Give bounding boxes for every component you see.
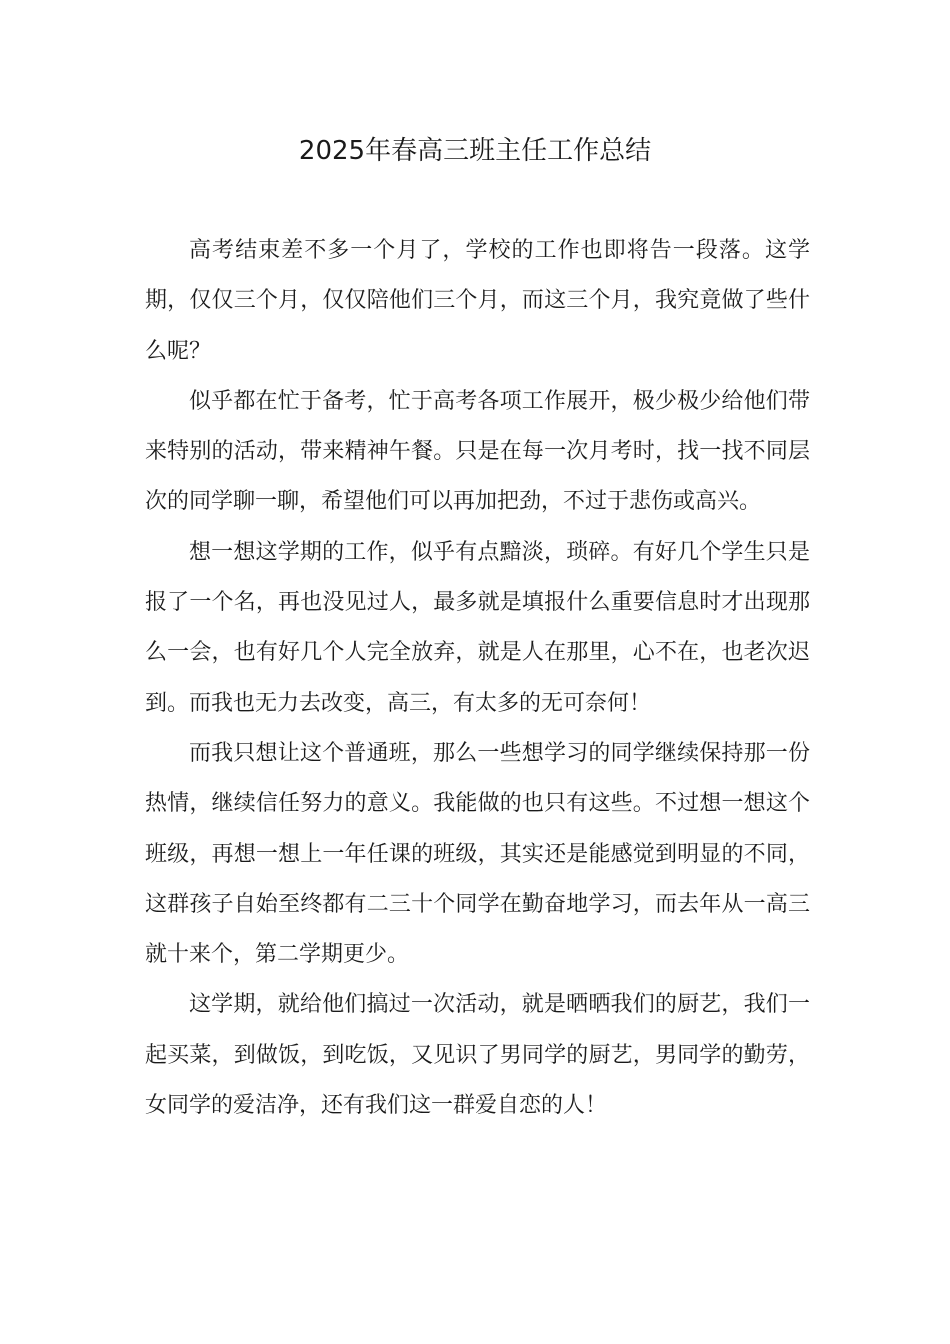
paragraph-3: 想一想这学期的工作，似乎有点黯淡，琐碎。有好几个学生只是报了一个名，再也没见过人，最多就是填报什么重要信息时才出现那么一会，也有好几个人完全放弃，就是人在那里，心不在，也老次迟到。而我也无力去改变，高三，有太多的无可奈何！ (145, 539, 810, 716)
paragraph-2: 似乎都在忙于备考，忙于高考各项工作展开，极少极少给他们带来特别的活动，带来精神午餐。只是在每一次月考时，找一找不同层次的同学聊一聊，希望他们可以再加把劲，不过于悲伤或高兴。 (145, 388, 810, 515)
page-title: 2025年春高三班主任工作总结 (298, 136, 652, 166)
paragraph-4: 而我只想让这个普通班，那么一些想学习的同学继续保持那一份热情，继续信任努力的意义。我能做的也只有这些。不过想一想这个班级，再想一想上一年任课的班级，其实还是能感觉到明显的不同，这群孩子自始至终都有二三十个同学在勤奋地学习，而去年从一高三就十来个，第二学期更少。 (145, 740, 810, 968)
paragraph-1: 高考结束差不多一个月了，学校的工作也即将告一段落。这学期，仅仅三个月，仅仅陪他们三个月，而这三个月，我究竟做了些什么呢？ (145, 238, 810, 364)
paragraph-5: 这学期，就给他们搞过一次活动，就是晒晒我们的厨艺，我们一起买菜，到做饭，到吃饭，又见识了男同学的厨艺，男同学的勤劳，女同学的爱洁净，还有我们这一群爱自恋的人！ (145, 992, 810, 1119)
document-body (145, 226, 810, 1131)
